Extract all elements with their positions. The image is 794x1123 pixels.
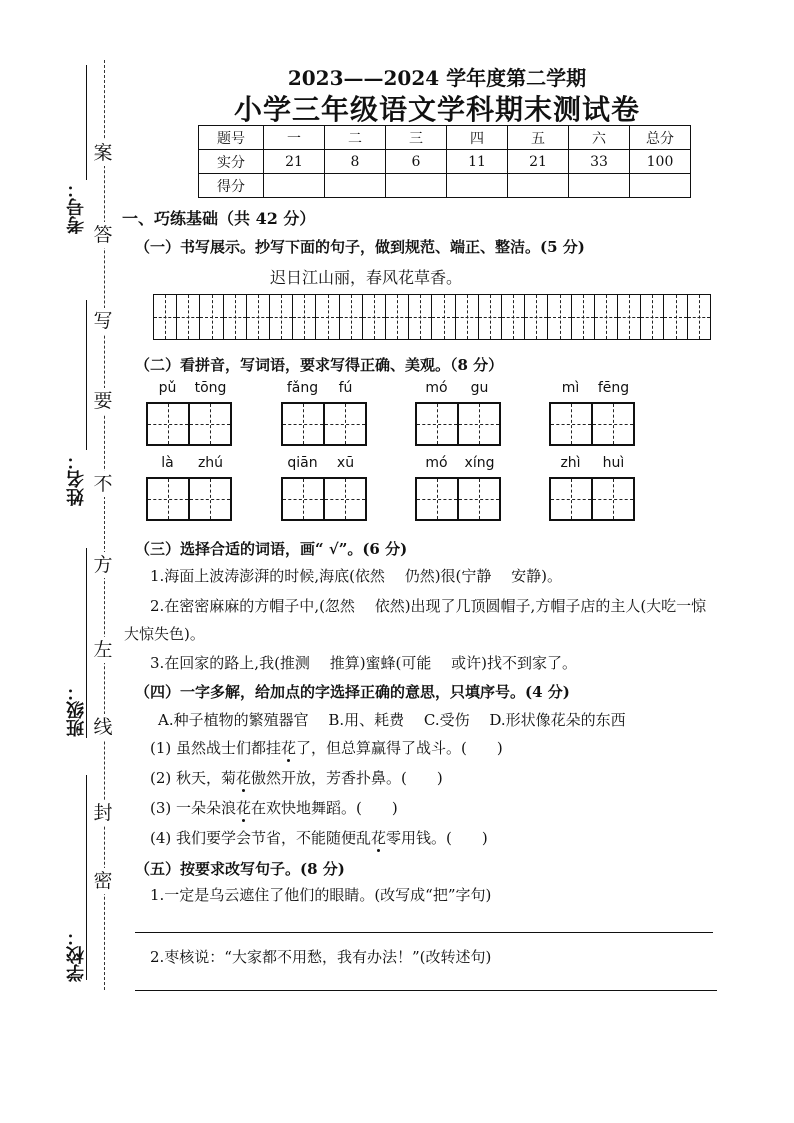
term-title: 2023——2024 学年度第二学期 [287,66,587,90]
table-cell: 21 [264,150,325,174]
school-label: 学校： [66,928,87,982]
q4-text: 在欢快地舞蹈。( ) [251,799,398,817]
table-cell: 二 [325,126,386,150]
tianzi-grid[interactable] [415,402,501,446]
name-label: 姓名： [66,452,87,506]
school-field[interactable] [86,775,87,980]
table-cell: 题号 [199,126,264,150]
answer-line-2[interactable] [135,990,717,991]
margin-char-fang: 方 [90,552,116,578]
tianzi-grid[interactable] [549,477,635,521]
q4-heading: （四）一字多解，给加点的字选择正确的意思，只填序号。(4 分) [135,683,570,701]
margin-char-an: 案 [90,140,116,166]
q4-item-3[interactable] [150,797,398,818]
pinyin-syllable: gu [470,380,489,396]
q3-item-2-cont[interactable]: 大惊失色)。 [124,625,205,643]
pinyin-syllable: mì [561,380,580,396]
pinyin-syllable: zhì [560,455,581,471]
class-field[interactable] [86,548,87,738]
pinyin-syllable: pǔ [158,380,177,396]
table-row [199,174,691,198]
dotted-char: 花 [281,739,297,757]
pinyin-syllable: là [161,455,174,471]
q4-text: 傲然开放，芳香扑鼻。( ) [251,769,443,787]
q4-options: A.种子植物的繁殖器官 B.用、耗费 C.受伤 D.形状像花朵的东西 [158,711,626,729]
score-input-cell[interactable] [508,174,569,198]
q1-heading: （一）书写展示。抄写下面的句子，做到规范、端正、整洁。(5 分) [135,238,585,256]
margin-char-bu: 不 [90,471,116,497]
pinyin-syllable: qiān [287,455,318,471]
margin-char-xie: 写 [90,308,116,334]
q5-item-2: 2.枣核说：“大家都不用愁，我有办法！”(改转述句) [150,948,492,966]
table-cell: 8 [325,150,386,174]
class-label: 班级： [66,683,87,737]
pinyin-syllable: huì [602,455,625,471]
table-row [199,126,691,150]
pinyin-syllable: mó [425,455,448,471]
q5-item-1: 1.一定是乌云遮住了他们的眼睛。(改写成“把”字句) [150,886,492,904]
margin-char-zuo: 左 [90,637,116,663]
pinyin-syllable: mó [425,380,448,396]
margin-char-mi: 密 [90,868,116,894]
margin-char-da: 答 [90,222,116,248]
table-row [199,150,691,174]
dotted-char: 花 [371,829,387,847]
tianzi-grid[interactable] [146,477,232,521]
score-input-cell[interactable] [447,174,508,198]
binding-dashed-line [104,60,105,990]
tianzi-grid[interactable] [281,477,367,521]
score-input-cell[interactable] [264,174,325,198]
q3-item-1[interactable]: 1.海面上波涛澎湃的时候,海底(依然 仍然)很(宁静 安静)。 [150,567,563,585]
q4-item-4[interactable] [150,827,488,848]
tianzi-grid[interactable] [281,402,367,446]
table-cell: 33 [569,150,630,174]
q4-text: (1) 虽然战士们都挂 [150,739,282,757]
name-field[interactable] [86,300,87,450]
part1-heading: 一、巧练基础（共 42 分） [122,209,316,228]
table-cell: 得分 [199,174,264,198]
q4-text: (2) 秋天，菊 [150,769,237,787]
pinyin-syllable: zhú [197,455,224,471]
dotted-char: 花 [236,799,252,817]
q3-item-2[interactable]: 2.在密密麻麻的方帽子中,(忽然 依然)出现了几顶圆帽子,方帽子店的主人(大吃一惊 [150,597,707,615]
margin-char-yao: 要 [90,388,116,414]
margin-char-feng: 封 [90,800,116,826]
table-cell: 100 [630,150,691,174]
answer-line-1[interactable] [135,932,713,933]
pinyin-syllable: xíng [464,455,495,471]
table-cell: 实分 [199,150,264,174]
table-cell: 总分 [630,126,691,150]
q2-heading: （二）看拼音，写词语，要求写得正确、美观。（8 分） [135,356,504,374]
writing-grid[interactable] [153,294,711,340]
q4-text: 了，但总算赢得了战斗。( ) [296,739,503,757]
score-table [198,125,691,198]
pinyin-syllable: fǎng [286,380,319,396]
score-input-cell[interactable] [569,174,630,198]
pinyin-syllable: tōng [194,380,227,396]
score-input-cell[interactable] [630,174,691,198]
q4-item-1[interactable] [150,737,503,758]
q4-text: 零用钱。( ) [386,829,488,847]
table-cell: 六 [569,126,630,150]
table-cell: 6 [386,150,447,174]
q5-heading: （五）按要求改写句子。(8 分) [135,860,345,878]
q4-text: (4) 我们要学会节省，不能随便乱 [150,829,372,847]
table-cell: 五 [508,126,569,150]
q3-heading: （三）选择合适的词语，画“ √”。(6 分) [135,540,408,558]
page-title: 小学三年级语文学科期末测试卷 [233,93,640,126]
q1-sentence: 迟日江山丽，春风花草香。 [270,268,463,287]
exam-number-label: 考号： [66,180,87,234]
margin-char-xian: 线 [90,714,116,740]
q4-text: (3) 一朵朵浪 [150,799,237,817]
pinyin-syllable: xū [336,455,355,471]
score-input-cell[interactable] [386,174,447,198]
table-cell: 四 [447,126,508,150]
score-input-cell[interactable] [325,174,386,198]
dotted-char: 花 [236,769,252,787]
table-cell: 三 [386,126,447,150]
table-cell: 一 [264,126,325,150]
q4-item-2[interactable] [150,767,443,788]
tianzi-grid[interactable] [549,402,635,446]
pinyin-syllable: fēng [597,380,630,396]
q3-item-3[interactable]: 3.在回家的路上,我(推测 推算)蜜蜂(可能 或许)找不到家了。 [150,654,578,672]
table-cell: 21 [508,150,569,174]
tianzi-grid[interactable] [146,402,232,446]
tianzi-grid[interactable] [415,477,501,521]
pinyin-syllable: fú [338,380,353,396]
table-cell: 11 [447,150,508,174]
